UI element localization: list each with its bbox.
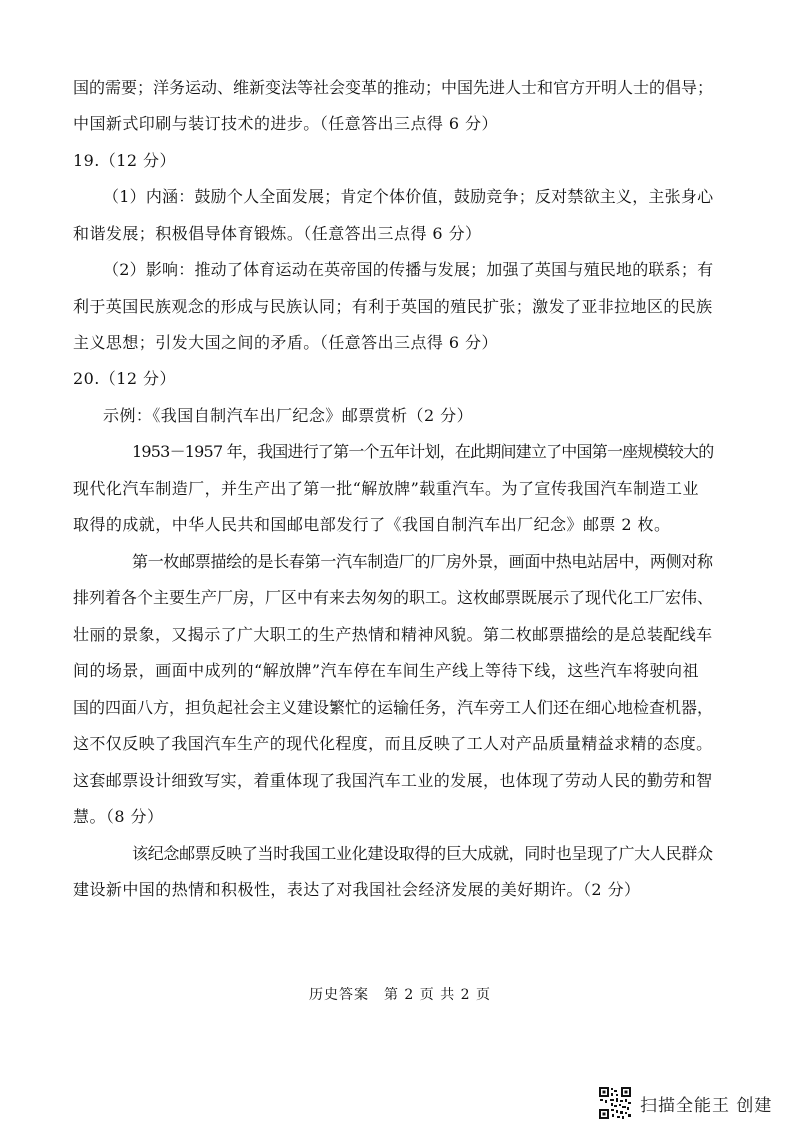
scanner-watermark: [598, 1086, 772, 1120]
text-line: 这不仅反映了我国汽车生产的现代化程度，而且反映了工人对产品质量精益求精的态度。: [73, 734, 713, 753]
question-heading-20: 20.（12 分）: [73, 369, 176, 388]
text-line: 间的场景，画面中成列的“解放牌”汽车停在车间生产线上等待下线，这些汽车将驶向祖: [73, 661, 699, 680]
text-line: 示例：《我国自制汽车出厂纪念》邮票赏析（2 分）: [103, 406, 474, 425]
text-line: 和谐发展；积极倡导体育锻炼。（任意答出三点得 6 分）: [73, 224, 482, 243]
text-line: （1）内涵：鼓励个人全面发展；肯定个体价值，鼓励竞争；反对禁欲主义，主张身心: [103, 187, 714, 206]
text-line: 国的四面八方，担负起社会主义建设繁忙的运输任务，汽车旁工人们还在细心地检查机器，: [73, 698, 714, 717]
text-line: 慧。（8 分）: [73, 807, 164, 826]
text-line: 国的需要；洋务运动、维新变法等社会变革的推动；中国先进人士和官方开明人士的倡导；: [73, 78, 714, 97]
qr-code-icon: [598, 1086, 632, 1120]
text-line: 主义思想；引发大国之间的矛盾。（任意答出三点得 6 分）: [73, 333, 498, 352]
text-line: 第一枚邮票描绘的是长春第一汽车制造厂的厂房外景，画面中热电站居中，两侧对称: [132, 552, 713, 571]
text-line: 排列着各个主要生产厂房，厂区中有来去匆匆的职工。这枚邮票既展示了现代化工厂宏伟、: [73, 588, 714, 607]
text-line: 该纪念邮票反映了当时我国工业化建设取得的巨大成就，同时也呈现了广大人民群众: [132, 844, 713, 863]
page-footer: 历史答案 第 2 页 共 2 页: [308, 987, 492, 1003]
text-line: 建设新中国的热情和积极性，表达了对我国社会经济发展的美好期许。（2 分）: [73, 880, 641, 899]
text-line: 壮丽的景象，又揭示了广大职工的生产热情和精神风貌。第二枚邮票描绘的是总装配线车: [73, 625, 713, 644]
text-line: （2）影响：推动了体育运动在英帝国的传播与发展；加强了英国与殖民地的联系；有: [103, 260, 714, 279]
text-line: 现代化汽车制造厂，并生产出了第一批“解放牌”载重汽车。为了宣传我国汽车制造工业: [73, 479, 699, 498]
text-line: 中国新式印刷与装订技术的进步。（任意答出三点得 6 分）: [73, 114, 498, 133]
scanner-label: 扫描全能王 创建: [640, 1095, 773, 1116]
text-line: 1953－1957 年，我国进行了第一个五年计划，在此期间建立了中国第一座规模较大的: [132, 442, 714, 461]
text-line: 这套邮票设计细致写实，着重体现了我国汽车工业的发展，也体现了劳动人民的勤劳和智: [73, 771, 713, 790]
question-heading-19: 19.（12 分）: [73, 151, 176, 170]
text-line: 利于英国民族观念的形成与民族认同；有利于英国的殖民扩张；激发了亚非拉地区的民族: [73, 297, 713, 316]
text-line: 取得的成就，中华人民共和国邮电部发行了《我国自制汽车出厂纪念》邮票 2 枚。: [73, 515, 671, 534]
